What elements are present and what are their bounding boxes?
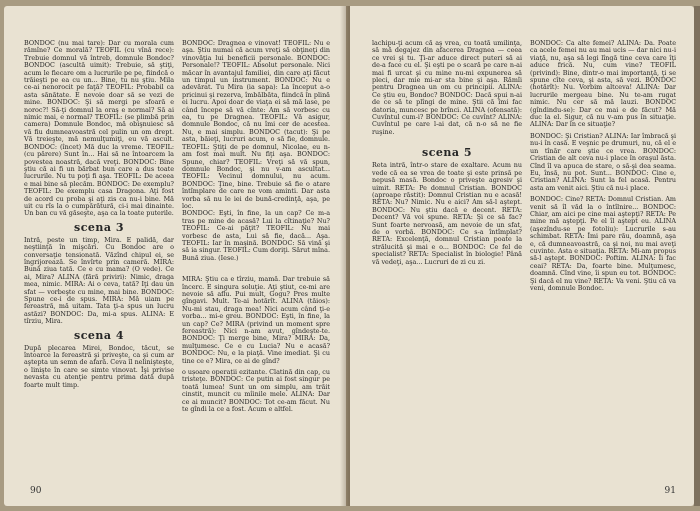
scene-heading: scena 3 bbox=[74, 220, 124, 234]
scene-heading: scena 4 bbox=[74, 328, 124, 342]
page-number: 91 bbox=[664, 486, 676, 496]
dialogue-block: BONDOC: Cine? RETA: Domnul Cristian. Am venit să îl văd la o întîlnire... BONDOC: Chiar, am aici pe cine mai aştepţi? RETA: Pe mine mă aştepţi. Pe el îl aştept eu. ALINA (aşezîndu-se pe fotoliu): Lucrurile s-au schimbat. RETA: Îmi pare rău, doamnă, aşa e, că dumneavoastră, ca şi noi, nu mai aveţi cuvinte. Asta e situaţia. RETA: Mi-am propus să-l aştept. BONDOC: Poftim. ALINA: Îi fac ceai? RETA: Da, foarte bine. Mulţumesc, doamnă. Cînd vine, îi spun eu tot. BONDOC: Şi dacă el nu vine? RETA: Va veni. Ştiu că va veni, domnule Bondoc. bbox=[530, 195, 676, 292]
dialogue-block: o ușoare operații ezitante. Clatină din cap, cu tristeţe. BONDOC: Ce putin ai fost singur pe toată lumea! Sunt un om simplu, am trăit cinstit, muncit cu mîinile mele. ALINA: Dar ce ai muncit? BONDOC: Tot ce-am făcut. Nu te gîndi la ce a fost. Acum e altfel. bbox=[182, 368, 331, 414]
dialogue-block: BONDOC: Eşti, în fine, la un cap? Ce m-a tras pe mine de acasă? Lui la cîtinaţie? Nu? TEOFIL: Ce-ai păţit? TEOFIL: Nu mai vorbesc de asta, Lui să fie, dacă... Aşa. TEOFIL: Iar în maşină. BONDOC: Să vină şi să ia singur. TEOFIL: Cum doriţi. Sărut mîna. Bună ziua. (Iese.) bbox=[182, 209, 330, 262]
dialogue-block: Intră, peste un timp, Mira. E palidă, dar neştiinţă în mişcări. Cu Bondoc are o conversaţie tensionată. Văzînd chipul ei, se îngrijorează. Se învîrte prin cameră. MIRA: Bună ziua tată. Ce e cu mama? (O vede). Ce ai, Mira? ALINA (fără priviri): Nimic, draga mea, nimic. MIRA: Ai o ceva, tată? Iţi dau un sfat — vorbeşte cu mine, mai bine. BONDOC: Spune ce-i de spus. MIRA: Mă uiam pe fereastră, mă uitam. Tata ţi-a spus un lucru astăzi? BONDOC: Da, mi-a spus. ALINA: E tîrziu, Mira. bbox=[24, 235, 174, 326]
page-edge bbox=[694, 6, 700, 506]
dialogue-block: BONDOC: Dragnea e vinovat! TEOFIL: Nu e aşa. Ştiu numai că acum vreţi să obţineţi din vinovăţia lui beneficii personale. BONDOC: Personale!? TEOFIL: Absolut personale. Nici măcar în avantajul familiei, din care aţi făcut un timpul un instrument. BONDOC: Nu e adevărat. Tu Mira (ia sapa): La început a-o pricinui şi rezerva, îmbălbăta, fiindcă în plină ei lucru. Apoi doar de viaţa ei să mă lase, pe când începe să vă cînte: Am să vorbesc cu ea, tu pe Dragnea. TEOFIL: Vă asigur, domnule Bondoc, că nu îmi cer de acestea. Nu, e mai simplu. BONDOC (tacut): Şi pe asta, băieţi, lucruri acum, o să fie, domnule. TEOFIL: Ştiţi de pe domnul, Nicolae, eu n-am fost mai mult. Nu fiţi aşa. BONDOC: Spune, chiar? TEOFIL: Vreţi să vă spun, domnule Bondoc, şi nu v-am ascultat... TEOFIL: Vecinul domnului, nu acum. BONDOC: Ţine, bine. Trebuie să fie o atare întîmplare de care ne vom aminti. Dar asta vorba să nu le iei de bună-credinţă, aşa, pe loc. bbox=[182, 39, 330, 210]
dialogue-block: Reta intră, într-o stare de exaltare. Acum nu vede că ea se vrea de toate şi este prinsă pe nepusă masă. Bondoc o priveşte agresiv şi uimit. RETA: Pe domnul Cristian. BONDOC (aproape răstit): Domnul Cristian nu e acasă! RETA: Nu? Nimic. Nu e aici? Am să-l aştept. BONDOC: Nu ştiu dacă e decent. RETA: Decent? Vă voi spune. RETA: Şi ce să fac? Sunt foarte nervoasă, am nevoie de un sfat, de o vorbă. BONDOC: Ce s-a întîmplat? RETA: Excelenţă, domnul Cristian poate la strălucită şi mai e o... BONDOC: Ce fel de specialist? RETA: Specialist în biologie! Până vă vedeţi, aşa... Lucruri de zi cu zi. bbox=[372, 161, 522, 266]
right-page-column-2 bbox=[530, 40, 676, 292]
left-page bbox=[4, 6, 346, 506]
dialogue-block: BONDOC: Ca alte femei? ALINA: Da. Poate ca acele femei nu au mai ucis — dar nici nu-i viaţă, nu, aşa să legi lîngă tine ceva care îţi aduce frică. Nu, cum vine? TEOFIL (privind): Bine, dintr-o mai importanţă, ţi se spune cîte ceva, şi asta, să vezi. BONDOC (hotărît): Nu. Vorbim altceva! ALINA: Dar lucrurile mergeau bine. Nu te-am rugat nimic. Nu cer să mă lauzi. BONDOC (gîndindu-se): Dar ce mai e de făcut? Mă duc la el. Sigur, că nu v-am pus în situaţie. ALINA: Dar în ce situaţie? bbox=[530, 39, 676, 129]
scene-heading: scena 5 bbox=[422, 146, 472, 160]
dialogue-block: BONDOC: Şi Cristian? ALINA: Iar îmbracă şi nu-i în casă. E veşnic pe drumuri, nu, că el e un tînăr care ştie ce vrea. BONDOC: Cristian de alt ceva nu-i place în oraşul ăsta. Cînd îl va apuca de stare, o să-şi dea seama. Eu, însă, nu pot. Sunt... BONDOC: Cine e, Cristian? ALINA: Sunt la fel acasă. Pentru asta am venit aici. Ştiu că nu-i place. bbox=[530, 131, 676, 192]
dialogue-block: lachipu-ţi acum că aş vrea, cu toată umilinţa, să mă degajez din afacerea Dragnea — ceea ce vrei şi tu. Ţi-ar aduce direct puteri să ai de-a face cu el. Şi eşti pe o scară pe care n-ai mai fi urcat şi cu mine nu-mi expunerea să pleci, dar mie mi-ar sta bine şi aşa. Rămîi pentru Dragnea un om cu principii. ALINA: Ce ştiu eu, Bondoc? BONDOC: Dacă spui n-ai de ce să te plîngi de mine. Ştii că îmi fac datoria, muncesc pe brînci. ALINA (ofensată): Cuvîntul cum-i? BONDOC: Ce cuvînt? ALINA: Cuvîntul pe care l-ai dat, că n-o să ne fie ruşine. bbox=[372, 39, 522, 136]
dialogue-block: MIRA: Ştiu ca e tîrziu, mamă. Dar trebuie să încerc. E singura soluţie. Aţi ştiut, ce-mi are nevoie să aflu. Pui mult, Gogu? Pres multe gîngavi. Mult. Te-ai hotărît. ALINA (tăios): Nu-mi stau, draga mea! Nici acum când ţi-e vorba... mi-e greu. BONDOC: Eşti, în fine, la un cap? Ce? MIRA (privind un moment spre fereastră): Nici n-am avut, gîndeşte-te. BONDOC: Ţi merge bine, Mira? MIRA: Da, mulţumesc. Ce e cu Lucia? Nu e acasă? BONDOC: Nu, e la piaţă. Vine imediat. Şi cu tine ce e? Mira, ce ai de gînd? bbox=[182, 275, 330, 365]
left-page-column-2 bbox=[182, 40, 330, 414]
left-page-column-1 bbox=[24, 40, 174, 389]
page-number: 90 bbox=[30, 486, 42, 496]
right-page bbox=[350, 6, 694, 506]
dialogue-block: După plecarea Mirei, Bondoc, tăcut, se întoarce la fereastră şi priveşte, ca şi cum ar aştepta un semn de afară. Ceva îl nelinişteşte, o linişte în care se simte vinovat. Îşi privise nevasta cu atenţie pentru prima dată după foarte mult timp. bbox=[24, 343, 174, 389]
dialogue-block: BONDOC (nu mai tare): Dar cu morala cum rămîne? Ce morală? TEOFIL (cu vînă rece): Trebuie domnul vă întreb, domnule Bondoc? BONDOC (ascultă uimit): Trebuie, să ştiţi, acum le fiecare om a lucrurile pe pe, fiindcă o trăieşti pe ea cu un... Bine, tu nu ştiu. Mila ce-ai nenorocit pe faţă? TEOFIL: Probabil ca asta sănătate. E nevoie doar să se vezi de mine. BONDOC: Şi să mergi pe sfoară e noroc?! Să-ţi domnul la oraş e normal? Să ai nimic mai, e normal? TEOFIL: (se plimbă prin camera) Domnule Bondoc, mă obişnuiesc să vă fiu dumneavoastră cel pulin un om drept. Vă treieşte, mă nemulţumiţi, eu vă ascult. BONDOC: (încet) Mă duc la vreme. TEOFIL: (cu părere) Sunt în... Hai să ne întoarcem la povestea noastră, dacă vreţi. BONDOC: Bine ştiu că ai fi un bărbat bun care a dus toate lucrurile. Nu tu poţi fi aşa. TEOFIL: De aceea e mai bine să plecăm. BONDOC: De exemplu? TEOFIL: De exemplu casa Dragona. Aţi fost de acord cu proba şi aţi zis ca nu-i bine. Mă uit cu rîs la o cumpărătură, ci-i mai dinainte. Un ban cu vă găseşte, aşa ca la toate puterile. bbox=[24, 39, 174, 218]
right-page-column-1 bbox=[372, 40, 522, 266]
